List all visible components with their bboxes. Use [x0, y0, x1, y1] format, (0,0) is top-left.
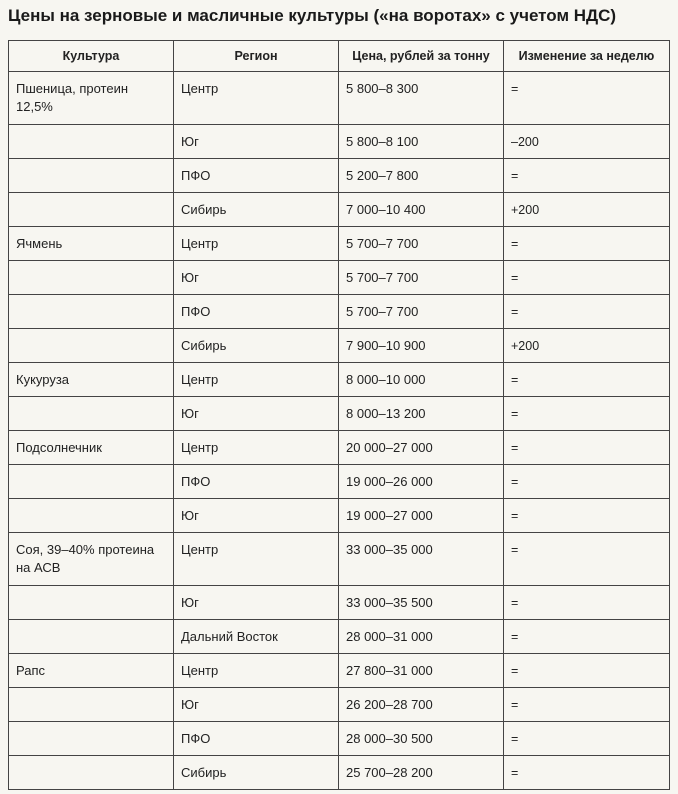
- cell-crop: [9, 397, 174, 431]
- cell-change: =: [504, 72, 670, 125]
- page-title: Цены на зерновые и масличные культуры («на воротах» с учетом НДС): [8, 6, 617, 25]
- cell-crop: [9, 620, 174, 654]
- cell-crop: [9, 193, 174, 227]
- cell-price: 5 700–7 700: [339, 227, 504, 261]
- cell-price: 33 000–35 500: [339, 586, 504, 620]
- cell-price: 7 900–10 900: [339, 329, 504, 363]
- table-row: [9, 756, 670, 790]
- cell-crop: [9, 586, 174, 620]
- cell-region: Юг: [174, 586, 339, 620]
- cell-crop: Пшеница, протеин 12,5%: [9, 72, 174, 125]
- cell-price: 8 000–13 200: [339, 397, 504, 431]
- cell-crop: [9, 329, 174, 363]
- cell-crop: Ячмень: [9, 227, 174, 261]
- cell-price: 33 000–35 000: [339, 533, 504, 586]
- cell-price: 5 200–7 800: [339, 159, 504, 193]
- table-row: [9, 363, 670, 397]
- table-row: [9, 329, 670, 363]
- cell-region: Сибирь: [174, 756, 339, 790]
- cell-price: 8 000–10 000: [339, 363, 504, 397]
- cell-region: Сибирь: [174, 193, 339, 227]
- cell-region: Юг: [174, 261, 339, 295]
- cell-change: =: [504, 431, 670, 465]
- cell-change: –200: [504, 125, 670, 159]
- cell-change: =: [504, 227, 670, 261]
- table-row: [9, 620, 670, 654]
- table-row: [9, 431, 670, 465]
- cell-region: Юг: [174, 397, 339, 431]
- cell-price: 26 200–28 700: [339, 688, 504, 722]
- cell-crop: [9, 125, 174, 159]
- cell-price: 20 000–27 000: [339, 431, 504, 465]
- cell-region: Центр: [174, 654, 339, 688]
- cell-price: 5 800–8 100: [339, 125, 504, 159]
- column-header-crop: Культура: [9, 41, 174, 72]
- cell-change: =: [504, 533, 670, 586]
- cell-price: 5 700–7 700: [339, 295, 504, 329]
- table-row: [9, 295, 670, 329]
- cell-price: 28 000–30 500: [339, 722, 504, 756]
- cell-crop: Рапс: [9, 654, 174, 688]
- cell-change: =: [504, 756, 670, 790]
- cell-price: 25 700–28 200: [339, 756, 504, 790]
- table-row: [9, 125, 670, 159]
- cell-crop: Подсолнечник: [9, 431, 174, 465]
- cell-price: 5 800–8 300: [339, 72, 504, 125]
- table-row: [9, 688, 670, 722]
- cell-price: 19 000–27 000: [339, 499, 504, 533]
- cell-crop: [9, 465, 174, 499]
- cell-region: ПФО: [174, 295, 339, 329]
- cell-region: Центр: [174, 72, 339, 125]
- table-row: [9, 499, 670, 533]
- column-header-region: Регион: [174, 41, 339, 72]
- cell-region: Центр: [174, 227, 339, 261]
- cell-change: =: [504, 295, 670, 329]
- cell-crop: [9, 722, 174, 756]
- table-row: [9, 586, 670, 620]
- table-body: [9, 72, 670, 790]
- table-row: [9, 465, 670, 499]
- cell-crop: [9, 499, 174, 533]
- table-row: [9, 227, 670, 261]
- cell-region: ПФО: [174, 159, 339, 193]
- cell-crop: [9, 261, 174, 295]
- cell-change: =: [504, 620, 670, 654]
- table-row: [9, 193, 670, 227]
- column-header-change: Изменение за неделю: [504, 41, 670, 72]
- cell-change: =: [504, 722, 670, 756]
- cell-region: Центр: [174, 363, 339, 397]
- cell-change: =: [504, 654, 670, 688]
- cell-price: 27 800–31 000: [339, 654, 504, 688]
- cell-change: +200: [504, 193, 670, 227]
- cell-price: 19 000–26 000: [339, 465, 504, 499]
- cell-crop: [9, 295, 174, 329]
- cell-region: Юг: [174, 125, 339, 159]
- cell-crop: Кукуруза: [9, 363, 174, 397]
- cell-change: =: [504, 688, 670, 722]
- cell-region: ПФО: [174, 465, 339, 499]
- table-row: [9, 397, 670, 431]
- cell-region: Дальний Восток: [174, 620, 339, 654]
- table-row: [9, 722, 670, 756]
- cell-change: =: [504, 499, 670, 533]
- table-row: [9, 533, 670, 586]
- cell-region: Центр: [174, 533, 339, 586]
- cell-price: 5 700–7 700: [339, 261, 504, 295]
- cell-change: =: [504, 465, 670, 499]
- cell-region: ПФО: [174, 722, 339, 756]
- cell-change: +200: [504, 329, 670, 363]
- cell-crop: Соя, 39–40% протеина на АСВ: [9, 533, 174, 586]
- cell-crop: [9, 688, 174, 722]
- table-header-row: [9, 41, 670, 72]
- table-row: [9, 72, 670, 125]
- cell-change: =: [504, 159, 670, 193]
- cell-crop: [9, 756, 174, 790]
- cell-change: =: [504, 363, 670, 397]
- table-row: [9, 159, 670, 193]
- cell-crop: [9, 159, 174, 193]
- cell-region: Юг: [174, 688, 339, 722]
- cell-change: =: [504, 397, 670, 431]
- price-table: [8, 40, 670, 790]
- cell-region: Юг: [174, 499, 339, 533]
- column-header-price: Цена, рублей за тонну: [339, 41, 504, 72]
- cell-price: 28 000–31 000: [339, 620, 504, 654]
- cell-region: Центр: [174, 431, 339, 465]
- table-row: [9, 654, 670, 688]
- cell-change: =: [504, 586, 670, 620]
- cell-change: =: [504, 261, 670, 295]
- cell-price: 7 000–10 400: [339, 193, 504, 227]
- table-row: [9, 261, 670, 295]
- cell-region: Сибирь: [174, 329, 339, 363]
